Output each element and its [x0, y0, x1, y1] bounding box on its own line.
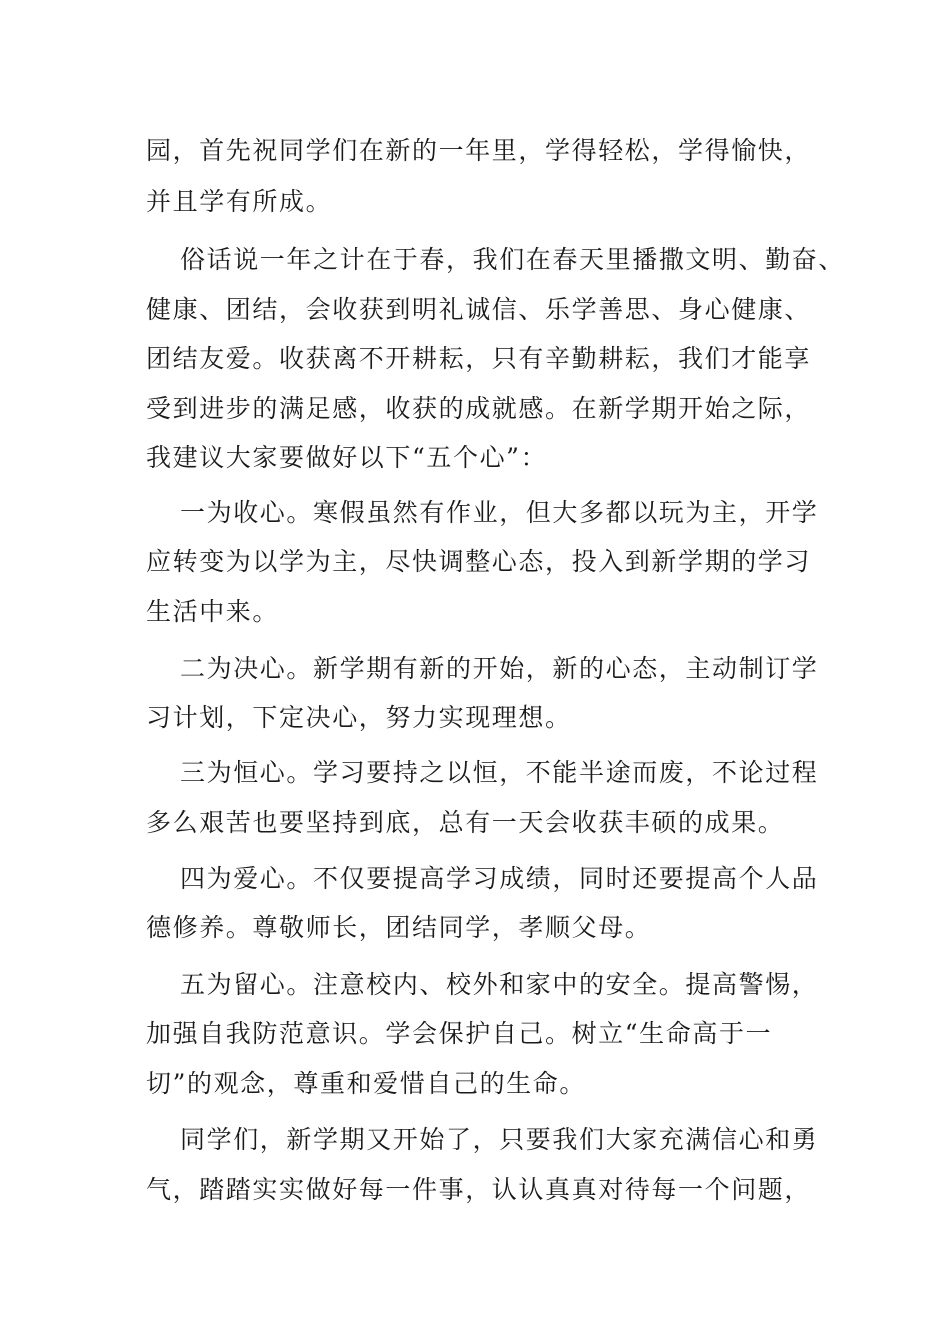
- text-line: 健康、团结，会收获到明礼诚信、乐学善思、身心健康、: [146, 295, 812, 324]
- paragraph-start-line: 一为收心。寒假虽然有作业，但大多都以玩为主，开学: [180, 498, 819, 527]
- text-line: 应转变为以学为主，尽快调整心态，投入到新学期的学习: [146, 547, 812, 576]
- text-line: 我建议大家要做好以下“五个心”：: [146, 443, 548, 472]
- text-line: 加强自我防范意识。学会保护自己。树立“生命高于一: [146, 1019, 773, 1048]
- paragraph-start-line: 二为决心。新学期有新的开始，新的心态，主动制订学: [180, 654, 819, 683]
- text-line: 并且学有所成。: [146, 187, 333, 216]
- text-line: 德修养。尊敬师长，团结同学，孝顺父母。: [146, 913, 652, 942]
- text-line: 团结友爱。收获离不开耕耘，只有辛勤耕耘，我们才能享: [146, 344, 812, 373]
- text-line: 气，踏踏实实做好每一件事，认认真真对待每一个问题，: [146, 1175, 812, 1204]
- paragraph-start-line: 三为恒心。学习要持之以恒，不能半途而废，不论过程: [180, 758, 819, 787]
- paragraph-start-line: 五为留心。注意校内、校外和家中的安全。提高警惕，: [180, 970, 819, 999]
- paragraph-start-line: 同学们，新学期又开始了，只要我们大家充满信心和勇: [180, 1125, 819, 1154]
- paragraph-start-line: 俗话说一年之计在于春，我们在春天里播撒文明、勤奋、: [180, 245, 846, 274]
- text-line: 园，首先祝同学们在新的一年里，学得轻松，学得愉快，: [146, 136, 812, 165]
- text-line: 习计划，下定决心，努力实现理想。: [146, 703, 572, 732]
- paragraph-start-line: 四为爱心。不仅要提高学习成绩，同时还要提高个人品: [180, 864, 819, 893]
- text-line: 生活中来。: [146, 597, 280, 626]
- text-line: 切”的观念，尊重和爱惜自己的生命。: [146, 1069, 586, 1098]
- text-line: 受到进步的满足感，收获的成就感。在新学期开始之际，: [146, 394, 812, 423]
- text-line: 多么艰苦也要坚持到底，总有一天会收获丰硕的成果。: [146, 808, 785, 837]
